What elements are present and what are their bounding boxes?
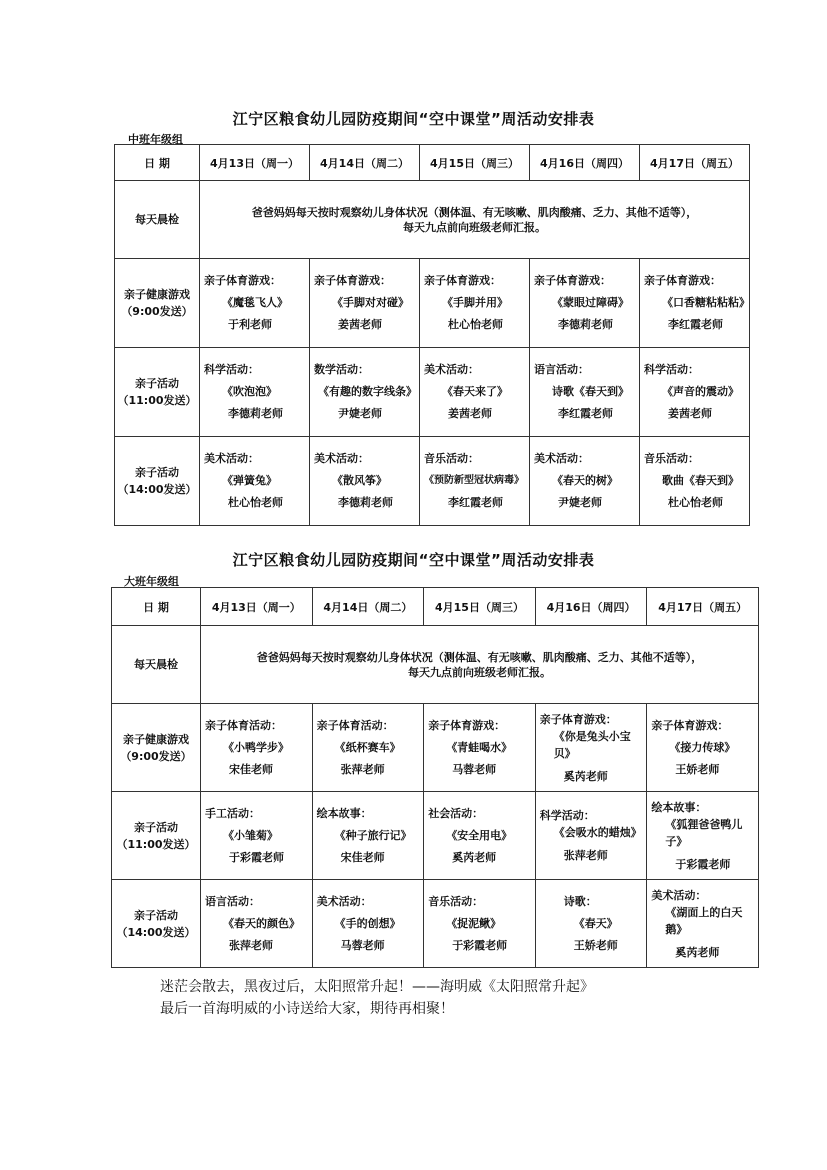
activity-cell [200, 356, 309, 428]
activity-teacher: 尹婕老师 [338, 407, 382, 420]
activity-cell [420, 267, 529, 339]
activity-teacher: 宋佳老师 [340, 850, 385, 864]
activity-teacher: 于彩霞老师 [675, 857, 731, 871]
row-label [115, 348, 200, 437]
activity-category: 亲子体育游戏： [314, 274, 391, 287]
morning-check-line: 每天九点前向班级老师汇报。 [408, 665, 551, 679]
activity-content: 《你是兔头小宝贝》 [553, 729, 631, 760]
row-label-time: （14:00发送） [117, 483, 197, 496]
activity-cell [310, 356, 419, 428]
activity-content: 《青蛙喝水》 [446, 740, 513, 754]
date-label: 日 期 [112, 588, 201, 626]
activity-category: 音乐活动： [424, 452, 479, 465]
day-header: 4月15日（周三） [420, 145, 530, 181]
activity-teacher: 王娇老师 [573, 938, 618, 952]
activity-cell [424, 712, 535, 784]
morning-check-row [112, 626, 759, 704]
activity-content: 《手脚对对碰》 [332, 296, 409, 309]
day-header: 4月14日（周二） [310, 145, 420, 181]
morning-check-row [115, 181, 750, 259]
morning-check-line: 爸爸妈妈每天按时观察幼儿身体状况（测体温、有无咳嗽、肌肉酸痛、乏力、其他不适等）， [256, 650, 703, 664]
activity-content: 《手脚并用》 [442, 296, 508, 309]
activity-category: 亲子体育游戏： [428, 718, 506, 732]
row-label-title: 亲子活动 [134, 820, 178, 834]
day-header: 4月15日（周三） [424, 588, 536, 626]
activity-teacher: 于利老师 [228, 318, 272, 331]
activity-teacher: 马蓉老师 [452, 762, 497, 776]
activity-cell [640, 445, 749, 517]
activity-content: 《狐狸爸爸鸭儿子》 [665, 817, 743, 848]
row-label-title: 亲子活动 [134, 908, 178, 922]
activity-category: 手工活动： [205, 806, 260, 820]
activity-teacher: 李德莉老师 [228, 407, 283, 420]
closing-message: 最后一首海明威的小诗送给大家，期待再相聚！ [160, 1001, 454, 1017]
row-label-title: 亲子活动 [135, 377, 179, 390]
activity-teacher: 奚芮老师 [563, 769, 608, 783]
activity-content: 《口香糖粘粘粘》 [662, 296, 750, 309]
activity-content: 《安全用电》 [446, 828, 513, 842]
activity-cell [200, 445, 309, 517]
row-label [112, 704, 201, 792]
activity-teacher: 马蓉老师 [340, 938, 385, 952]
morning-check-label: 每天晨检 [115, 181, 200, 259]
row-label-time: （14:00发送） [116, 925, 196, 939]
activity-content: 《散风筝》 [332, 474, 387, 487]
morning-check-label: 每天晨检 [112, 626, 201, 704]
activity-cell [530, 356, 639, 428]
activity-cell [310, 445, 419, 517]
activity-category: 语言活动： [205, 894, 260, 908]
activity-category: 亲子体育游戏： [651, 718, 729, 732]
activity-category: 美术活动： [534, 452, 589, 465]
activity-cell [424, 888, 535, 960]
activity-cell [313, 888, 424, 960]
activity-category: 亲子体育游戏： [204, 274, 281, 287]
activity-teacher: 姜茜老师 [668, 407, 712, 420]
activity-content: 《春天来了》 [442, 385, 508, 398]
activity-category: 绘本故事： [316, 806, 372, 820]
activity-teacher: 李红霞老师 [668, 318, 723, 331]
row-label-time: （11:00发送） [116, 837, 196, 851]
row-label [112, 880, 201, 968]
activity-teacher: 姜茜老师 [338, 318, 382, 331]
activity-teacher: 姜茜老师 [448, 407, 492, 420]
activity-content: 《预防新型冠状病毒》 [424, 475, 524, 486]
activity-content: 《会吸水的蜡烛》 [553, 826, 642, 839]
activity-category: 美术活动： [651, 888, 707, 902]
activity-teacher: 李德莉老师 [558, 318, 613, 331]
schedule-title-senior: 江宁区粮食幼儿园防疫期间“空中课堂”周活动安排表 [232, 551, 595, 569]
activity-content: 《小鸭学步》 [223, 740, 289, 754]
activity-content: 《魔毯飞人》 [222, 296, 288, 309]
activity-cell [640, 267, 749, 339]
date-row [112, 588, 759, 626]
activity-cell [200, 267, 309, 339]
row-label-title: 亲子健康游戏 [123, 732, 189, 746]
row-label-time: （11:00发送） [117, 394, 197, 407]
activity-category: 社会活动： [428, 806, 484, 820]
schedule-table-middle [114, 144, 750, 526]
activity-category: 绘本故事： [651, 800, 707, 814]
activity-content: 《蒙眼过障碍》 [552, 296, 629, 309]
closing-quote: 迷茫会散去，黑夜过后，太阳照常升起！——海明威《太阳照常升起》 [160, 979, 594, 995]
activity-cell [424, 800, 535, 872]
activity-content: 《吹泡泡》 [222, 385, 277, 398]
activity-category: 亲子体育活动： [316, 718, 394, 732]
activity-category: 诗歌： [563, 894, 597, 908]
activity-teacher: 杜心怡老师 [448, 318, 503, 331]
grade-label-middle: 中班年级组 [128, 133, 183, 146]
row-label-title: 亲子健康游戏 [124, 288, 190, 301]
activity-teacher: 于彩霞老师 [229, 850, 284, 864]
activity-row [112, 880, 759, 968]
schedule-title-middle: 江宁区粮食幼儿园防疫期间“空中课堂”周活动安排表 [232, 110, 595, 128]
activity-teacher: 张萍老师 [340, 762, 385, 776]
activity-teacher: 宋佳老师 [229, 762, 273, 776]
activity-cell [201, 712, 312, 784]
activity-cell [536, 708, 647, 788]
activity-cell [536, 888, 647, 960]
activity-cell [536, 804, 647, 867]
activity-row [115, 348, 750, 437]
activity-cell [201, 800, 312, 872]
activity-teacher: 王娇老师 [675, 762, 720, 776]
day-header: 4月16日（周四） [530, 145, 640, 181]
activity-content: 《春天的树》 [552, 474, 618, 487]
activity-category: 美术活动： [314, 452, 369, 465]
morning-check-text [201, 626, 759, 704]
activity-teacher: 李红霞老师 [558, 407, 613, 420]
activity-category: 亲子体育游戏： [534, 274, 611, 287]
activity-content: 诗歌《春天到》 [552, 385, 629, 398]
activity-teacher: 奚芮老师 [675, 945, 720, 959]
activity-content: 《有趣的数字线条》 [318, 385, 417, 398]
day-header: 4月17日（周五） [647, 588, 759, 626]
activity-teacher: 张萍老师 [229, 938, 273, 952]
activity-content: 《手的创想》 [334, 916, 401, 930]
activity-cell [640, 356, 749, 428]
activity-content: 《捉泥鳅》 [446, 916, 502, 930]
activity-teacher: 于彩霞老师 [452, 938, 508, 952]
grade-label-senior: 大班年级组 [124, 575, 179, 588]
activity-teacher: 张萍老师 [563, 849, 608, 862]
activity-cell [201, 888, 312, 960]
day-header: 4月13日（周一） [201, 588, 313, 626]
day-header: 4月16日（周四） [535, 588, 647, 626]
activity-category: 科学活动： [644, 363, 699, 376]
activity-teacher: 尹婕老师 [558, 496, 602, 509]
activity-content: 《春天的颜色》 [223, 916, 300, 930]
date-row [115, 145, 750, 181]
activity-cell [313, 800, 424, 872]
row-label [115, 437, 200, 526]
activity-category: 数学活动： [314, 363, 369, 376]
activity-cell [313, 712, 424, 784]
row-label-time: （9:00发送） [120, 749, 192, 763]
activity-content: 《纸杯赛车》 [334, 740, 401, 754]
activity-content: 《春天》 [573, 916, 618, 930]
activity-category: 音乐活动： [644, 452, 699, 465]
activity-content: 《湖面上的白天鹅》 [665, 905, 743, 936]
activity-cell [530, 445, 639, 517]
activity-content: 歌曲《春天到》 [662, 474, 739, 487]
activity-category: 科学活动： [204, 363, 259, 376]
morning-check-line: 每天九点前向班级老师汇报。 [403, 220, 546, 234]
day-header: 4月14日（周二） [312, 588, 424, 626]
activity-teacher: 李红霞老师 [448, 496, 503, 509]
activity-category: 亲子体育游戏： [539, 712, 617, 726]
activity-content: 《接力传球》 [669, 740, 736, 754]
activity-cell [420, 445, 529, 517]
activity-category: 美术活动： [316, 894, 372, 908]
activity-cell [420, 356, 529, 428]
row-label-time: （9:00发送） [121, 305, 193, 318]
activity-category: 科学活动： [539, 809, 595, 822]
morning-check-text [200, 181, 750, 259]
activity-category: 语言活动： [534, 363, 589, 376]
activity-category: 美术活动： [204, 452, 259, 465]
activity-teacher: 杜心怡老师 [228, 496, 283, 509]
activity-teacher: 李德莉老师 [338, 496, 393, 509]
row-label-title: 亲子活动 [135, 466, 179, 479]
activity-row [115, 259, 750, 348]
day-header: 4月17日（周五） [640, 145, 750, 181]
activity-row [115, 437, 750, 526]
activity-category: 音乐活动： [428, 894, 484, 908]
date-label: 日 期 [115, 145, 200, 181]
row-label [115, 259, 200, 348]
activity-cell [647, 884, 758, 964]
row-label [112, 792, 201, 880]
morning-check-line: 爸爸妈妈每天按时观察幼儿身体状况（测体温、有无咳嗽、肌肉酸痛、乏力、其他不适等）， [251, 205, 698, 219]
activity-cell [647, 712, 758, 784]
activity-category: 亲子体育游戏： [644, 274, 721, 287]
activity-teacher: 杜心怡老师 [668, 496, 723, 509]
activity-category: 亲子体育活动： [205, 718, 282, 732]
schedule-table-senior [111, 587, 759, 968]
activity-content: 《种子旅行记》 [334, 828, 412, 842]
day-header: 4月13日（周一） [200, 145, 310, 181]
activity-content: 《小雏菊》 [223, 828, 278, 842]
activity-category: 美术活动： [424, 363, 479, 376]
activity-category: 亲子体育游戏： [424, 274, 501, 287]
activity-row [112, 704, 759, 792]
activity-cell [647, 796, 758, 876]
activity-content: 《弹簧兔》 [222, 474, 277, 487]
activity-content: 《声音的震动》 [662, 385, 739, 398]
activity-teacher: 奚芮老师 [452, 850, 497, 864]
activity-cell [530, 267, 639, 339]
activity-row [112, 792, 759, 880]
activity-cell [310, 267, 419, 339]
